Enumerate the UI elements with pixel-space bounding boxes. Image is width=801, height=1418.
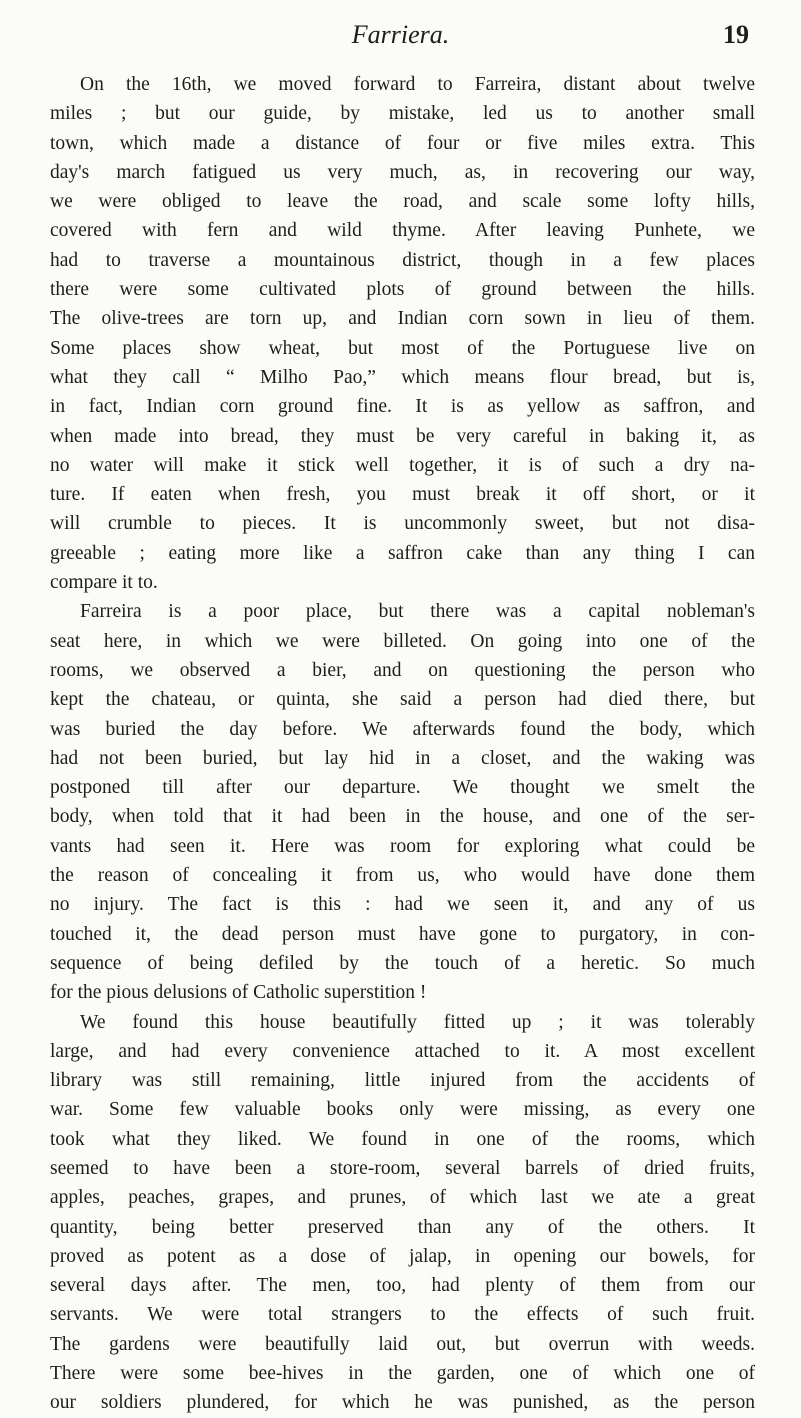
running-head <box>0 20 801 60</box>
text-line: servants. We were total strangers to the effects of such fruit. <box>50 1304 755 1326</box>
text-line: in fact, Indian corn ground fine. It is as yellow as saffron, and <box>50 396 755 418</box>
text-line: our soldiers plundered, for which he was punished, as the person <box>50 1392 755 1414</box>
text-line: was buried the day before. We afterwards found the body, which <box>50 718 755 740</box>
running-title: Farriera. <box>351 20 450 49</box>
text-line: The gardens were beautifully laid out, but overrun with weeds. <box>50 1333 755 1355</box>
text-line: large, and had every convenience attached to it. A most excellent <box>50 1040 755 1062</box>
text-line: quantity, being better preserved than any of the others. It <box>50 1216 755 1238</box>
text-line: Some places show wheat, but most of the Portuguese live on <box>50 337 755 359</box>
text-line: greeable ; eating more like a saffron cake than any thing I can <box>50 542 755 564</box>
body-text <box>50 70 755 1418</box>
text-line: proved as potent as a dose of jalap, in opening our bowels, for <box>50 1245 755 1267</box>
text-line: seemed to have been a store-room, several barrels of dried fruits, <box>50 1157 755 1179</box>
text-line: sequence of being defiled by the touch of a heretic. So much <box>50 952 755 974</box>
page-number: 19 <box>723 20 749 49</box>
text-line: kept the chateau, or quinta, she said a person had died there, but <box>50 689 755 711</box>
text-line: Farreira is a poor place, but there was a capital nobleman's <box>80 601 755 623</box>
text-line: had not been buried, but lay hid in a closet, and the waking was <box>50 747 755 769</box>
text-line: for the pious delusions of Catholic superstition ! <box>50 982 427 1004</box>
text-line: there were some cultivated plots of ground between the hills. <box>50 279 755 301</box>
text-line: postponed till after our departure. We thought we smelt the <box>50 777 755 799</box>
text-line: The olive-trees are torn up, and Indian corn sown in lieu of them. <box>50 308 755 330</box>
text-line: We found this house beautifully fitted up ; it was tolerably <box>80 1011 755 1033</box>
text-line: covered with fern and wild thyme. After leaving Punhete, we <box>50 220 755 242</box>
text-line: what they call “ Milho Pao,” which means flour bread, but is, <box>50 366 755 388</box>
text-line: miles ; but our guide, by mistake, led us to another small <box>50 103 755 125</box>
text-line: war. Some few valuable books only were missing, as every one <box>50 1099 755 1121</box>
text-line: vants had seen it. Here was room for exploring what could be <box>50 835 755 857</box>
text-line: the reason of concealing it from us, who would have done them <box>50 865 755 887</box>
text-line: no water will make it stick well together, it is of such a dry na- <box>50 454 755 476</box>
text-line: had to traverse a mountainous district, though in a few places <box>50 249 755 271</box>
text-line: several days after. The men, too, had plenty of them from our <box>50 1275 755 1297</box>
text-line: seat here, in which we were billeted. On going into one of the <box>50 630 755 652</box>
text-line: will crumble to pieces. It is uncommonly sweet, but not disa- <box>50 513 755 535</box>
text-line: compare it to. <box>50 572 158 594</box>
text-line: town, which made a distance of four or five miles extra. This <box>50 132 755 154</box>
text-line: when made into bread, they must be very careful in baking it, as <box>50 425 755 447</box>
text-line: ture. If eaten when fresh, you must break it off short, or it <box>50 484 755 506</box>
text-line: body, when told that it had been in the house, and one of the ser- <box>50 806 755 828</box>
text-line: On the 16th, we moved forward to Farreira, distant about twelve <box>80 74 755 95</box>
text-line: rooms, we observed a bier, and on questioning the person who <box>50 659 755 681</box>
text-line: There were some bee-hives in the garden, one of which one of <box>50 1363 755 1385</box>
text-line: no injury. The fact is this : had we seen it, and any of us <box>50 894 755 916</box>
text-line: took what they liked. We found in one of the rooms, which <box>50 1128 755 1150</box>
text-line: apples, peaches, grapes, and prunes, of which last we ate a great <box>50 1187 755 1209</box>
text-line: we were obliged to leave the road, and scale some lofty hills, <box>50 191 755 213</box>
text-line: library was still remaining, little injured from the accidents of <box>50 1070 755 1092</box>
text-line: day's march fatigued us very much, as, in recovering our way, <box>50 161 755 183</box>
text-line: touched it, the dead person must have gone to purgatory, in con- <box>50 923 755 945</box>
